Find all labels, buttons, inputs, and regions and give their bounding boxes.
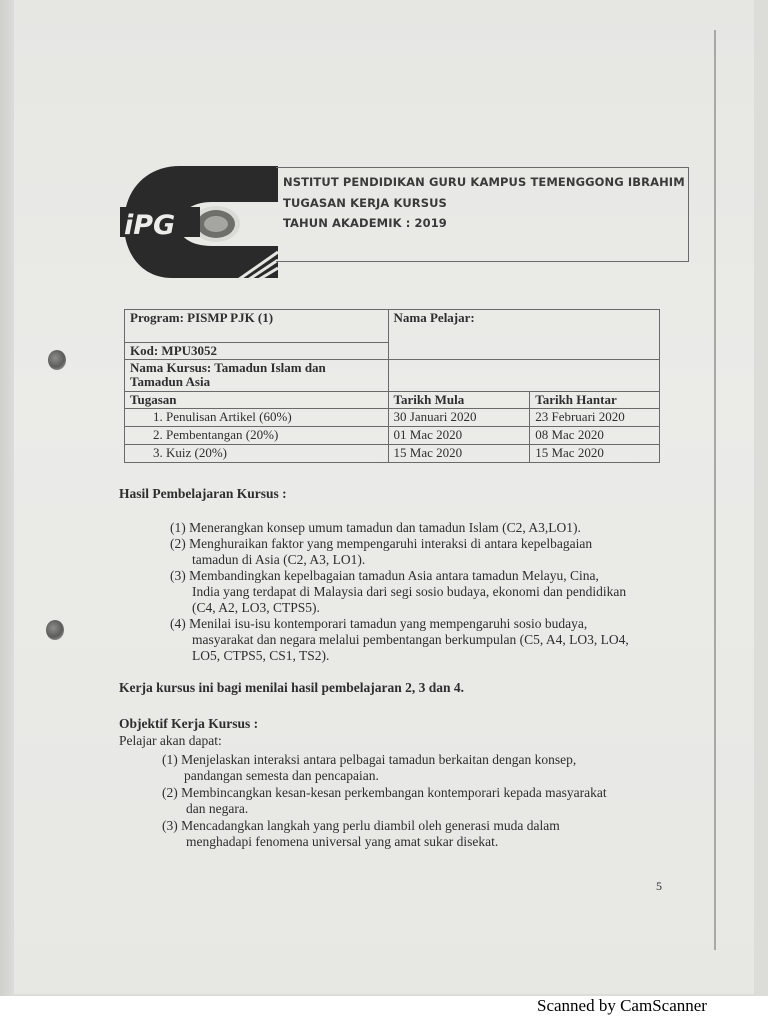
due-date-cell: 23 Februari 2020: [530, 409, 660, 427]
outcome-item-cont: India yang terdapat di Malaysia dari segi sosio budaya, ekonomi dan pendidikan: [192, 584, 627, 599]
table-row: [125, 409, 660, 427]
objective-item-cont: dan negara.: [186, 801, 249, 816]
document-type: TUGASAN KERJA KURSUS: [283, 196, 447, 210]
outcome-item: (3) Membandingkan kepelbagaian tamadun Asia antara tamadun Melayu, Cina,: [170, 568, 599, 583]
outcome-item-cont: tamadun di Asia (C2, A3, LO1).: [192, 552, 366, 567]
col-header-start: Tarikh Mula: [388, 392, 530, 409]
page-number: 5: [656, 879, 662, 893]
institution-name: NSTITUT PENDIDIKAN GURU KAMPUS TEMENGGONG IBRAHIM: [283, 175, 685, 189]
col-header-task: Tugasan: [125, 392, 389, 409]
table-row: [125, 445, 660, 463]
outcome-item-cont: (C4, A2, LO3, CTPS5).: [192, 600, 320, 615]
start-date-cell: 30 Januari 2020: [388, 409, 530, 427]
ipg-logo-text: iPG: [124, 210, 176, 241]
course-name-line1: Nama Kursus: Tamadun Islam dan: [130, 360, 326, 375]
page-edge: [714, 30, 716, 950]
outcome-item: (1) Menerangkan konsep umum tamadun dan tamadun Islam (C2, A3,LO1).: [170, 520, 581, 535]
start-date-cell: 15 Mac 2020: [388, 445, 530, 463]
student-name-cell: Nama Pelajar:: [388, 310, 659, 360]
table-row: [125, 427, 660, 445]
course-name-cell: [125, 360, 389, 392]
punch-hole: [48, 350, 66, 370]
due-date-cell: 08 Mac 2020: [530, 427, 660, 445]
academic-year: TAHUN AKADEMIK : 2019: [283, 216, 447, 230]
course-info-table: [124, 309, 660, 463]
ipg-logo: [120, 162, 280, 280]
objective-item-cont: pandangan semesta dan pencapaian.: [184, 768, 379, 783]
objective-item: (2) Membincangkan kesan-kesan perkembangan kontemporari kepada masyarakat: [162, 785, 607, 800]
task-cell: 1. Penulisan Artikel (60%): [125, 409, 389, 427]
task-cell: 3. Kuiz (20%): [125, 445, 389, 463]
camscanner-watermark: Scanned by CamScanner: [537, 996, 707, 1015]
course-name-line2: Tamadun Asia: [130, 374, 211, 389]
outcome-item: (4) Menilai isu-isu kontemporari tamadun yang mempengaruhi sosio budaya,: [170, 616, 588, 631]
program-cell: Program: PISMP PJK (1): [125, 310, 389, 343]
objective-item: (1) Menjelaskan interaksi antara pelbagai tamadun berkaitan dengan konsep,: [162, 752, 577, 767]
assessment-note: Kerja kursus ini bagi menilai hasil pembelajaran 2, 3 dan 4.: [119, 680, 465, 695]
task-cell: 2. Pembentangan (20%): [125, 427, 389, 445]
objective-item-cont: menghadapi fenomena universal yang amat sukar disekat.: [186, 834, 499, 849]
outcomes-heading: Hasil Pembelajaran Kursus :: [119, 486, 287, 501]
objectives-intro: Pelajar akan dapat:: [119, 733, 222, 748]
objective-item: (3) Mencadangkan langkah yang perlu diambil oleh generasi muda dalam: [162, 818, 560, 833]
start-date-cell: 01 Mac 2020: [388, 427, 530, 445]
course-code-cell: Kod: MPU3052: [125, 343, 389, 360]
outcome-item: (2) Menghuraikan faktor yang mempengaruhi interaksi di antara kepelbagaian: [170, 536, 593, 551]
due-date-cell: 15 Mac 2020: [530, 445, 660, 463]
punch-hole: [46, 620, 64, 640]
empty-cell: [388, 360, 659, 392]
outcome-item-cont: LO5, CTPS5, CS1, TS2).: [192, 648, 330, 663]
col-header-due: Tarikh Hantar: [530, 392, 660, 409]
outcome-item-cont: masyarakat dan negara melalui pembentangan berkumpulan (C5, A4, LO3, LO4,: [192, 632, 629, 647]
objectives-heading: Objektif Kerja Kursus :: [119, 716, 259, 731]
